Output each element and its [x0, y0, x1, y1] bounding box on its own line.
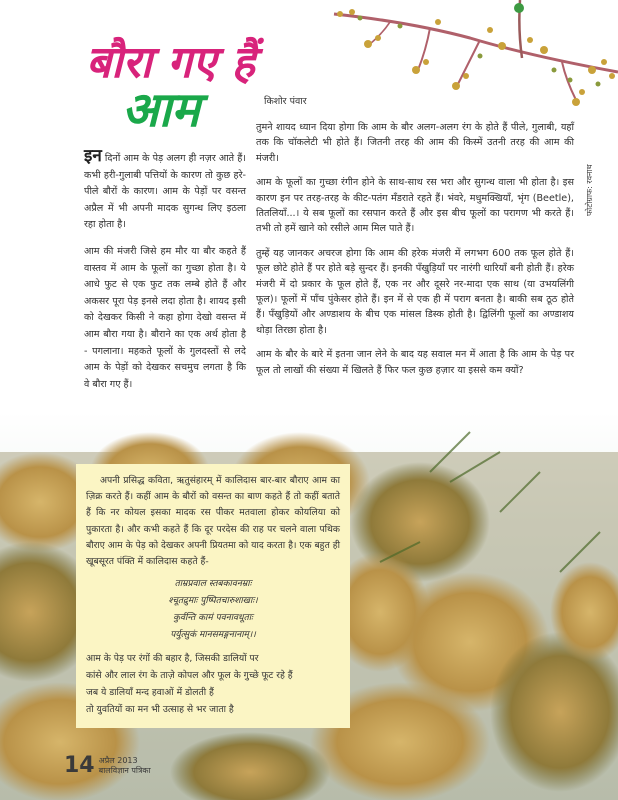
- verse-line: कुर्वन्ति कामं पवनावधूताः: [173, 613, 253, 624]
- verse-line: ताम्रप्रवाल स्तबकावनम्राः: [174, 579, 252, 590]
- photo-credit: फोटोग्राफ: रवनाथ: [585, 164, 594, 216]
- right-paragraph-1: तुमने शायद ध्यान दिया होगा कि आम के बौर अलग-अलग रंग के होते हैं पीले, गुलाबी, यहाँ तक कि चॉकलेटी भी होते हैं। जितनी तरह की आम की किस्में उतनी तरह की आम की मंजरी।: [256, 122, 574, 164]
- verse-line: पर्युत्सुकं मानसमङ्गनानाम्।।: [170, 630, 256, 641]
- left-column: [84, 148, 246, 403]
- magazine-name: बालविज्ञान पत्रिका: [98, 766, 151, 775]
- verse-translation: [86, 650, 340, 718]
- kalidas-sidebar-box: [76, 464, 350, 728]
- verse-line: श्चूतद्रुमाः पुष्पितचारुशाखाः।: [168, 596, 258, 607]
- left-paragraph-1-text: दिनों आम के पेड़ अलग ही नज़र आते हैं। कभी हरी-गुलाबी पत्तियों के कारण तो कुछ हरे-पीले बौरों के कारण। आम के पेड़ों पर वसन्त अप्रैल में भी अपनी मादक सुगन्ध लिए इठला रहा होता है।: [84, 153, 246, 231]
- right-column: [256, 120, 574, 387]
- right-paragraph-4: आम के बौर के बारे में इतना जान लेने के बाद यह सवाल मन में आता है कि आम के पेड़ पर फूल तो लाखों की संख्या में खिलते हैं फिर फल कुछ हज़ार या इससे कम क्यों?: [256, 349, 574, 376]
- right-paragraph-2: आम के फूलों का गुच्छा रंगीन होने के साथ-साथ रस भरा और सुगन्ध वाला भी होता है। इस कारण इन पर तरह-तरह के कीट-पतंग मँडराते रहते हैं। भंवरे, मधुमक्खियाँ, भृंग (Beetle), तितलियाँ...। ये सब फूलों का रसपान करते हैं और इस बीच फूलों का परागण भी करते हैं। तभी तो हमें खाने को रसीले आम मिल पाते हैं।: [256, 177, 574, 235]
- right-paragraph-3: तुम्हें यह जानकर अचरज होगा कि आम की हरेक मंजरी में लगभग 600 तक फूल होते हैं। फूल छोटे होते हैं पर होते बड़े सुन्दर हैं। इनकी पँखुड़ियाँ पर नारंगी धारियाँ बनी होती हैं। हरेक मंजरी में दो प्रकार के फूल होते हैं, एक नर और दूसरे नर-मादा एक साथ (या उभयलिंगी फूल)। फूलों में पाँच पुंकेसर होते हैं। इन में से एक ही में पराग बनता है। बाकी सब ठूठ होते हैं। पँखुड़ियों और अण्डाशय के बीच एक मांसल डिस्क होती है। द्विलिंगी फूलों का अण्डाशय थोड़ा तिरछा होता है।: [256, 247, 574, 336]
- author-name: किशोर पंवार: [264, 96, 307, 107]
- article-title-line1: बौरा गए हैं: [86, 37, 256, 88]
- translation-line: तो युवतियों का मन भी उत्साह से भर जाता है: [86, 704, 234, 716]
- translation-line: जब ये डालियाँ मन्द हवाओं में डोलती हैं: [86, 687, 214, 699]
- page-footer: [64, 754, 151, 778]
- left-paragraph-1: [84, 148, 246, 234]
- sanskrit-verse: [86, 576, 340, 644]
- dropcap: इन: [84, 146, 102, 166]
- mango-branch-illustration: [330, 0, 618, 112]
- page-number: 14: [64, 753, 95, 778]
- issue-date: अप्रैल 2013: [98, 756, 138, 765]
- box-intro-text: अपनी प्रसिद्ध कविता, ऋतुसंहारम् में कालिदास बार-बार बौराए आम का ज़िक्र करते हैं। कहीं आम के बौरों को वसन्त का बाण कहते हैं तो कहीं बताते हैं कि नर कोयल इसका मादक रस पीकर मतवाला होकर कोयलिया को पुकारता है। और कभी कहते हैं कि दूर परदेस की राह पर चलने वाला पथिक बौराए आम के पेड़ को देखकर अपनी प्रियतमा को याद करता है। एक बहुत ही खूबसूरत पंक्ति में कालिदास कहते हैं-: [86, 475, 340, 568]
- translation-line: कांसे और लाल रंग के ताज़े कोपल और फूल के गुच्छे फूट रहे हैं: [86, 670, 293, 682]
- article-title-line2: आम: [122, 82, 200, 138]
- footer-meta: [99, 756, 151, 776]
- left-paragraph-2: आम की मंजरी जिसे हम मौर या बौर कहते हैं वास्तव में आम के फूलों का गुच्छा होता है। ये आधे फुट से एक फुट तक लम्बे होते हैं और अकसर पूरा पेड़ इनसे लदा होता है। शायद इसी को देखकर किसी ने कहा होगा देखो वसन्त में आम बौरा गया है। बौराने का एक अर्थ होता है - पगलाना। महकते फूलों के गुलदस्तों से लदे आम के पेड़ों को देखकर सचमुच लगता है कि वे बौरा गए हैं।: [84, 245, 246, 390]
- translation-line: आम के पेड़ पर रंगों की बहार है, जिसकी डालियों पर: [86, 653, 259, 665]
